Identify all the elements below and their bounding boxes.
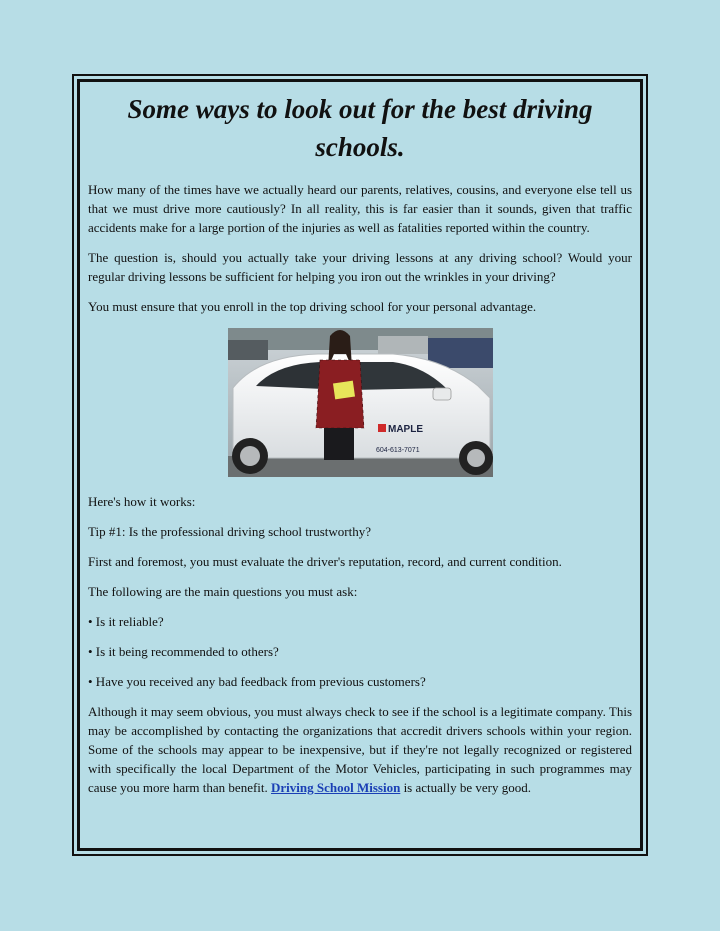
paragraph-how-it-works: Here's how it works: bbox=[88, 494, 196, 509]
car-brand-text: MAPLE bbox=[387, 424, 423, 435]
driving-school-mission-link[interactable]: Driving School Mission bbox=[271, 780, 401, 795]
page-frame-inner bbox=[77, 79, 643, 851]
paragraph-tip-1: Tip #1: Is the professional driving school trustworthy? bbox=[88, 524, 371, 539]
paragraph-legitimate-tail: is actually be very good. bbox=[400, 780, 531, 795]
maple-leaf-icon bbox=[378, 424, 386, 432]
article-title: Some ways to look out for the best driving schools. bbox=[127, 94, 593, 162]
paragraph-legitimate-text: Although it may seem obvious, you must always check to see if the school is a legitimate company. This may be accomplished by contacting the organizations that accredit drivers schools within your region. Some of the schools may appear to be inexpensive, but if they're not legally recognized or registered with specifically the local Department of the Motor Vehicles, participating in such programmes may cause you more harm than benefit. bbox=[88, 704, 632, 795]
bullet-reliable: • Is it reliable? bbox=[88, 614, 164, 629]
paragraph-question: The question is, should you actually take your driving lessons at any driving school? Would your regular driving lessons be sufficient for helping you iron out the wrinkles in your driving? bbox=[88, 250, 632, 284]
article bbox=[88, 90, 632, 808]
paragraph-intro: How many of the times have we actually heard our parents, relatives, cousins, and everyone else tell us that we must drive more cautiously? In all reality, this is far easier than it sounds, given that traffic accidents make for a large portion of the injuries as well as fatalities reported within the country. bbox=[88, 182, 632, 235]
paragraph-questions-intro: The following are the main questions you must ask: bbox=[88, 584, 358, 599]
car-phone-text: 604-613-7071 bbox=[375, 447, 420, 454]
bullet-feedback: • Have you received any bad feedback from previous customers? bbox=[88, 674, 426, 689]
driving-student-photo bbox=[228, 328, 493, 477]
bullet-recommended: • Is it being recommended to others? bbox=[88, 644, 279, 659]
paragraph-evaluate: First and foremost, you must evaluate the driver's reputation, record, and current condition. bbox=[88, 554, 562, 569]
page-frame bbox=[72, 74, 648, 856]
paragraph-legitimate bbox=[88, 702, 632, 797]
paragraph-ensure: You must ensure that you enroll in the top driving school for your personal advantage. bbox=[88, 299, 537, 314]
